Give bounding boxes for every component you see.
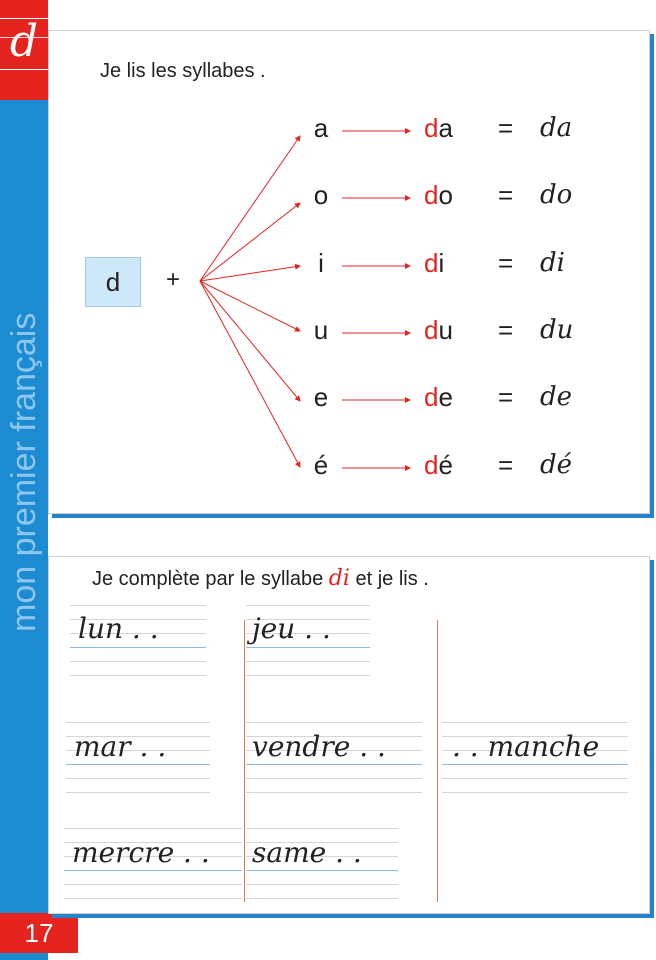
vowel: o: [313, 180, 329, 210]
syllable-consonant: d: [424, 248, 439, 278]
syllable-vowel: e: [438, 382, 453, 412]
page-number: 17: [0, 913, 78, 953]
reading-instruction: Je lis les syllabes .: [100, 60, 266, 82]
vowel: e: [313, 382, 329, 412]
syllable-consonant: d: [424, 382, 439, 412]
syllable-vowel: a: [438, 113, 453, 143]
cursive-syllable: du: [540, 315, 574, 345]
instruction-start: Je complète par le syllabe: [92, 568, 324, 590]
fan-arrow-a: [200, 136, 300, 281]
equals-sign: =: [498, 450, 514, 480]
vowel: é: [313, 450, 329, 480]
fill-word-dimanche: . . manche: [452, 730, 600, 763]
syllable-vowel: i: [438, 248, 445, 278]
fan-arrow-eacute: [200, 281, 300, 467]
fan-arrow-o: [200, 203, 300, 281]
syllable-consonant: d: [424, 450, 439, 480]
plus-sign: +: [166, 266, 181, 293]
chapter-letter: d: [9, 16, 39, 67]
fill-word-lundi: lun . .: [78, 612, 159, 645]
syllable: [424, 315, 474, 346]
syllable-consonant: d: [424, 113, 439, 143]
column-divider: [244, 620, 245, 902]
cursive-syllable: do: [540, 180, 573, 210]
target-syllable: di: [328, 566, 350, 591]
syllable-vowel: é: [438, 450, 453, 480]
syllable-vowel: u: [438, 315, 453, 345]
series-title: mon premier français: [5, 312, 43, 632]
fill-word-samedi: same . .: [252, 836, 362, 869]
fill-word-mercredi: mercre . .: [72, 836, 210, 869]
fan-arrow-e: [200, 281, 300, 401]
vowel: a: [313, 113, 329, 143]
equals-sign: =: [498, 382, 514, 412]
instruction-end: et je lis .: [355, 568, 429, 590]
column-divider: [437, 620, 438, 902]
syllable: [424, 248, 474, 279]
cursive-syllable: da: [540, 113, 573, 143]
syllable: [424, 180, 474, 211]
fill-word-mardi: mar . .: [74, 730, 167, 763]
fill-word-vendredi: vendre . .: [252, 730, 386, 763]
cursive-syllable: dé: [540, 450, 573, 480]
syllable: [424, 450, 474, 481]
syllable-vowel: o: [438, 180, 453, 210]
equals-sign: =: [498, 248, 514, 278]
equals-sign: =: [498, 315, 514, 345]
fan-arrow-i: [200, 266, 300, 281]
consonant-box: d: [85, 257, 141, 307]
syllable-consonant: d: [424, 315, 439, 345]
equals-sign: =: [498, 180, 514, 210]
vowel: u: [313, 315, 329, 345]
writing-instruction: [92, 566, 429, 591]
syllable: [424, 113, 474, 144]
fill-word-jeudi: jeu . .: [252, 612, 331, 645]
syllable: [424, 382, 474, 413]
cursive-syllable: di: [540, 248, 565, 278]
vowel: i: [318, 248, 324, 278]
equals-sign: =: [498, 113, 514, 143]
syllable-consonant: d: [424, 180, 439, 210]
cursive-syllable: de: [540, 382, 573, 412]
fan-arrow-u: [200, 281, 300, 331]
